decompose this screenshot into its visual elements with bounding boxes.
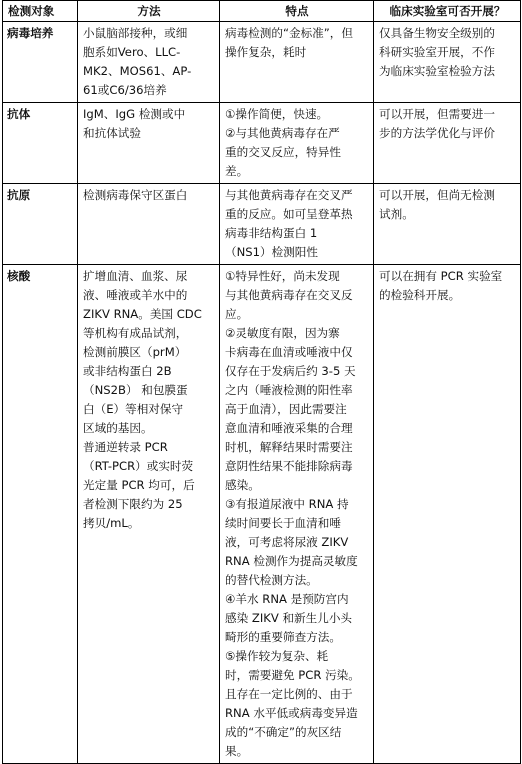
text-line: ⑤操作较为复杂、耗 — [225, 649, 329, 663]
detection-table — [2, 0, 521, 764]
text-line: 拷贝/mL。 — [83, 516, 140, 530]
text-line: 区域的基因。 — [83, 421, 153, 435]
features-cell — [220, 184, 374, 265]
text-line: 畸形的重要筛查方法。 — [225, 630, 341, 644]
header-features: 特点 — [220, 1, 374, 22]
text-line: 液、唾液或羊水中的 — [83, 288, 188, 302]
text-line: ②灵敏度有限，因为寨 — [225, 326, 340, 340]
text-line: 扩增血清、血浆、尿 — [83, 269, 188, 283]
text-line: 白（E）等相对保守 — [83, 402, 184, 416]
text-line: 可以开展，但需要进一 — [379, 107, 495, 121]
text-line: 感染。 — [225, 478, 260, 492]
text-line: 普通逆转录 PCR — [83, 440, 168, 454]
text-line: （NS1）检测阳性 — [225, 245, 318, 259]
text-line: 应。 — [225, 307, 249, 321]
text-line: ZIKV RNA。美国 CDC — [83, 307, 202, 321]
row-label: 抗原 — [3, 184, 78, 265]
header-method: 方法 — [78, 1, 220, 22]
text-line: 仅具备生物安全级别的 — [379, 26, 495, 40]
features-cell — [220, 103, 374, 184]
text-line: 光定量 PCR 均可，后 — [83, 478, 195, 492]
text-line: ④羊水 RNA 是预防宫内 — [225, 592, 349, 606]
table-header-row — [3, 1, 521, 22]
text-line: 与其他黄病毒存在交叉反 — [225, 288, 353, 302]
text-line: ③有报道尿液中 RNA 持 — [225, 497, 349, 511]
text-line: 科研实验室开展，不作 — [379, 45, 495, 59]
text-line: 时，需要避免 PCR 污染。 — [225, 668, 360, 682]
text-line: 等机构有成品试剂， — [83, 326, 188, 340]
header-lab: 临床实验室可否开展？ — [374, 1, 521, 22]
table-row-antibody — [3, 103, 521, 184]
text-line: 意血清和唾液采集的合理 — [225, 421, 353, 435]
lab-cell — [374, 103, 521, 184]
lab-cell — [374, 265, 521, 764]
row-label: 抗体 — [3, 103, 78, 184]
text-line: 且存在一定比例的、由于 — [225, 687, 353, 701]
table-row-virus-culture — [3, 22, 521, 103]
row-label: 病毒培养 — [3, 22, 78, 103]
text-line: 者检测下限约为 25 — [83, 497, 183, 511]
text-line: 仅存在于发病后约 3-5 天 — [225, 364, 356, 378]
text-line: 卡病毒在血清或唾液中仅 — [225, 345, 353, 359]
table-row-nucleic-acid — [3, 265, 521, 764]
text-line: 意阴性结果不能排除病毒 — [225, 459, 353, 473]
text-line: 之内（唾液检测的阳性率 — [225, 383, 353, 397]
text-line: ②与其他黄病毒存在严 — [225, 126, 340, 140]
text-line: 为临床实验室检验方法 — [379, 64, 495, 78]
text-line: 病毒检测的“金标准”，但 — [225, 26, 353, 40]
text-line: RNA 水平低或病毒变异造 — [225, 706, 358, 720]
header-target: 检测对象 — [3, 1, 78, 22]
text-line: MK2、MOS61、AP- — [83, 64, 192, 78]
text-line: ①操作简便，快速。 — [225, 107, 329, 121]
text-line: 果。 — [225, 744, 249, 758]
text-line: 差。 — [225, 164, 249, 178]
method-cell — [78, 22, 220, 103]
text-line: 操作复杂，耗时 — [225, 45, 307, 59]
text-line: 与其他黄病毒存在交叉严 — [225, 188, 353, 202]
lab-cell — [374, 184, 521, 265]
row-label: 核酸 — [3, 265, 78, 764]
method-cell — [78, 103, 220, 184]
text-line: 成的“不确定”的灰区结 — [225, 725, 342, 739]
text-line: 步的方法学优化与评价 — [379, 126, 495, 140]
features-cell — [220, 265, 374, 764]
text-line: （RT-PCR）或实时荧 — [83, 459, 194, 473]
text-line: 小鼠脑部接种，或细 — [83, 26, 188, 40]
table-row-antigen — [3, 184, 521, 265]
text-line: 可以开展，但尚无检测 — [379, 188, 495, 202]
text-line: RNA 检测作为提高灵敏度 — [225, 554, 358, 568]
method-cell — [78, 184, 220, 265]
features-cell — [220, 22, 374, 103]
text-line: 的替代检测方法。 — [225, 573, 318, 587]
text-line: （NS2B） 和包膜蛋 — [83, 383, 188, 397]
text-line: 检测病毒保守区蛋白 — [83, 188, 188, 202]
text-line: 胞系如Vero、LLC- — [83, 45, 181, 59]
text-line: 可以在拥有 PCR 实验室 — [379, 269, 503, 283]
text-line: 或非结构蛋白 2B — [83, 364, 172, 378]
text-line: IgM、IgG 检测或中 — [83, 107, 186, 121]
text-line: ①特异性好，尚未发现 — [225, 269, 340, 283]
text-line: 液，可考虑将尿液 ZIKV — [225, 535, 349, 549]
table-body — [3, 22, 521, 764]
text-line: 和抗体试验 — [83, 126, 141, 140]
text-line: 病毒非结构蛋白 1 — [225, 226, 318, 240]
text-line: 时机，解释结果时需要注 — [225, 440, 353, 454]
text-line: 重的交叉反应，特异性 — [225, 145, 341, 159]
method-cell — [78, 265, 220, 764]
text-line: 试剂。 — [379, 207, 414, 221]
text-line: 61或C6/36培养 — [83, 83, 167, 97]
text-line: 检测前膜区（prM） — [83, 345, 187, 359]
lab-cell — [374, 22, 521, 103]
text-line: 高于血清），因此需要注 — [225, 402, 347, 416]
text-line: 重的反应。如可呈登革热 — [225, 207, 353, 221]
text-line: 感染 ZIKV 和新生儿小头 — [225, 611, 353, 625]
text-line: 的检验科开展。 — [379, 288, 461, 302]
text-line: 续时间要长于血清和唾 — [225, 516, 341, 530]
